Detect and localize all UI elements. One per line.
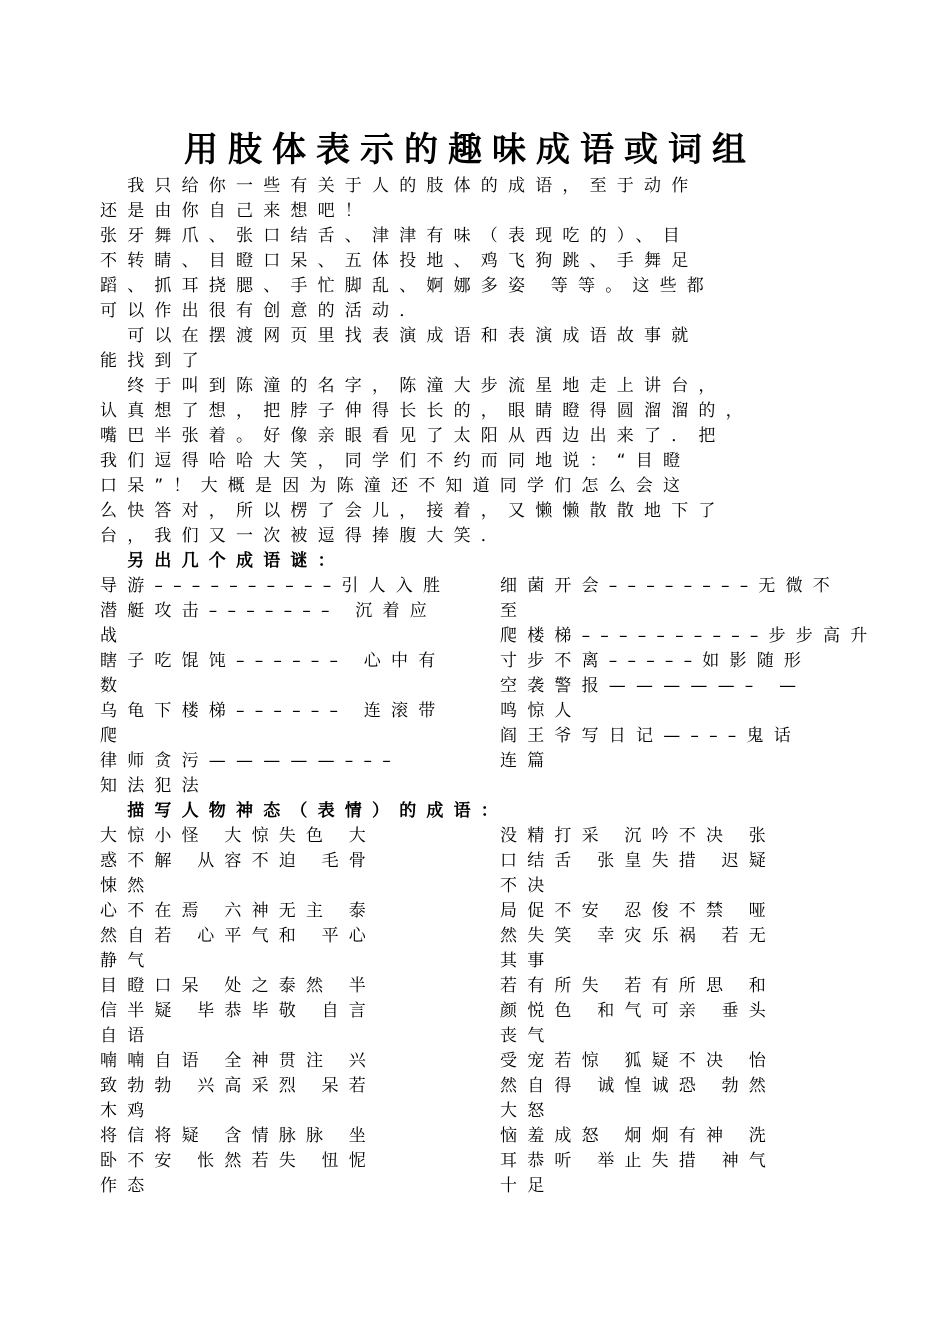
expression-right-line: 大怒 (500, 1101, 555, 1121)
riddle-left-line: 爬 (100, 726, 128, 746)
expression-left-line: 惑不解 从容不迫 毛骨 (100, 851, 377, 871)
expression-left-line: 卧不安 怅然若失 忸怩 (100, 1151, 377, 1171)
riddle-left-line: 战 (100, 626, 128, 646)
expression-left-line: 木鸡 (100, 1101, 155, 1121)
intro-line: 嘴巴半张着。好像亲眼看见了太阳从西边出来了．把 (100, 426, 726, 446)
intro-line: 蹈、抓耳挠腮、手忙脚乱、婀娜多姿 等等。这些都 (100, 276, 715, 296)
expression-right-line: 没精打采 沉吟不决 张 (500, 826, 777, 846)
expression-left-line: 将信将疑 含情脉脉 坐 (100, 1126, 377, 1146)
expression-left-line: 自语 (100, 1026, 155, 1046)
intro-line: 还是由你自己来想吧！ (100, 201, 372, 221)
expression-right-line: 耳恭听 举止失措 神气 (500, 1151, 777, 1171)
expression-left-line: 目瞪口呆 处之泰然 半 (100, 976, 377, 996)
expression-left-line: 悚然 (100, 876, 155, 896)
riddle-left-line: 数 (100, 676, 128, 696)
intro-line: 口呆”！大概是因为陈潼还不知道同学们怎么会这 (100, 476, 691, 496)
document-title: 用肢体表示的趣味成语或词组 (184, 130, 756, 170)
expression-left-line: 信半疑 毕恭毕敬 自言 (100, 1001, 377, 1021)
intro-line: 终于叫到陈潼的名字，陈潼大步流星地走上讲台， (100, 376, 726, 396)
riddle-left-line: 潜艇攻击––––––– 沉着应 (100, 601, 437, 621)
expression-right-line: 丧气 (500, 1026, 555, 1046)
expression-right-line: 若有所失 若有所思 和 (500, 976, 777, 996)
riddle-left-line: 律师贪污—————––– (100, 751, 401, 771)
expression-left-line: 大惊小怪 大惊失色 大 (100, 826, 377, 846)
riddle-left-line: 瞎子吃馄饨–––––– 心中有 (100, 651, 446, 671)
riddle-right-line: 寸步不离–––––如影随形 (500, 651, 812, 671)
expression-right-line: 然自得 诚惶诚恐 勃然 (500, 1076, 777, 1096)
expression-right-line: 受宠若惊 狐疑不决 怡 (500, 1051, 777, 1071)
intro-line: 张牙舞爪、张口结舌、津津有味（表现吃的）、目 (100, 226, 690, 246)
expression-left-line: 致勃勃 兴高采烈 呆若 (100, 1076, 377, 1096)
intro-line: 能找到了 (100, 351, 209, 371)
riddle-right-line: 爬楼梯––––––––––步步高升 (500, 626, 878, 646)
intro-line: 认真想了想，把脖子伸得长长的，眼睛瞪得圆溜溜的， (100, 401, 753, 421)
riddle-right-line: 细菌开会––––––––无微不 (500, 576, 840, 596)
intro-line: 不转睛、目瞪口呆、五体投地、鸡飞狗跳、手舞足 (100, 251, 699, 271)
expression-left-line: 然自若 心平气和 平心 (100, 926, 377, 946)
expression-right-line: 颜悦色 和气可亲 垂头 (500, 1001, 777, 1021)
intro-line: 台，我们又一次被逗得捧腹大笑． (100, 526, 508, 546)
riddle-left-line: 知法犯法 (100, 776, 209, 796)
riddle-left-line: 乌龟下楼梯–––––– 连滚带 (100, 701, 446, 721)
expression-left-line: 作态 (100, 1176, 155, 1196)
expression-right-line: 局促不安 忍俊不禁 哑 (500, 901, 777, 921)
expression-right-line: 然失笑 幸灾乐祸 若无 (500, 926, 777, 946)
expression-left-line: 静气 (100, 951, 155, 971)
riddle-right-line: 连篇 (500, 751, 555, 771)
intro-line: 么快答对，所以楞了会儿，接着，又懒懒散散地下了 (100, 501, 726, 521)
riddle-right-line: 至 (500, 601, 528, 621)
intro-line: 我只给你一些有关于人的肢体的成语，至于动作 (100, 176, 699, 196)
expression-left-line: 心不在焉 六神无主 泰 (100, 901, 377, 921)
intro-line: 可以在摆渡网页里找表演成语和表演成语故事就 (100, 326, 699, 346)
expression-right-line: 恼羞成怒 炯炯有神 洗 (500, 1126, 777, 1146)
expressions-heading: 描写人物神态（表情）的成语： (100, 801, 508, 821)
riddle-right-line: 鸣惊人 (500, 701, 582, 721)
expression-right-line: 不决 (500, 876, 555, 896)
expression-right-line: 口结舌 张皇失措 迟疑 (500, 851, 777, 871)
riddle-left-line: 导游––––––––––引人入胜 (100, 576, 451, 596)
expression-right-line: 其事 (500, 951, 555, 971)
riddle-right-line: 阎王爷写日记—–––鬼话 (500, 726, 801, 746)
expression-left-line: 喃喃自语 全神贯注 兴 (100, 1051, 377, 1071)
intro-line: 我们逗得哈哈大笑，同学们不约而同地说：“目瞪 (100, 451, 691, 471)
intro-line: 可以作出很有创意的活动． (100, 301, 427, 321)
riddle-right-line: 空袭警报—————– — (500, 676, 807, 696)
expression-right-line: 十足 (500, 1176, 555, 1196)
riddles-heading: 另出几个成语谜： (100, 551, 345, 571)
